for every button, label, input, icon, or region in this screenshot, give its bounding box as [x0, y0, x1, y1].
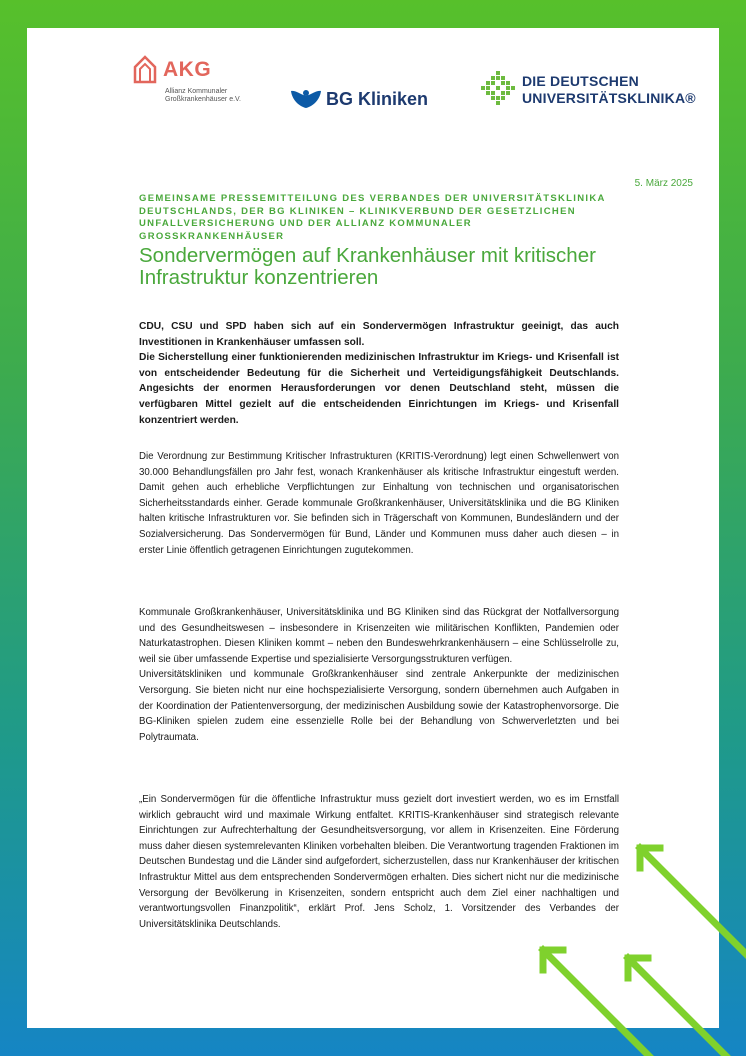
body-p2: Kommunale Großkrankenhäuser, Universitätsklinika und BG Kliniken sind das Rückgrat der Notfallversorgung und des Gesundheitswesen – insbesondere in Krisenzeiten wie militärischen Konflikten, Pandemien oder Naturkatastrophen. Diesen Kliniken kommt – neben den Bundeswehrkrankenhäusern – eine Schlüsselrolle zu, weil sie über umfassende Expertise und spezialisierte Versorgungsstrukturen verfügen.	[139, 607, 619, 665]
body-p4: „Ein Sondervermögen für die öffentliche Infrastruktur muss gezielt dort investiert werden, wo es im Ernstfall wirklich gebraucht wird und maximale Wirkung entfaltet. KRITIS-Krankenhäuser sind strategisch relevante Einrichtungen zur Aufrechterhaltung der Gesundheitsversorgung, vor allem in Krisenzeiten. Eine Förderung muss daher diesen systemrelevanten Kliniken vorbehalten bleiben. Die Verantwortung tragenden Fraktionen im Deutschen Bundestag und die Länder sind aufgefordert, sicherzustellen, dass nur Krankenhäuser der kritischen Infrastruktur Mittel aus dem entsprechenden Sondervermögen erhalten. Dies sichert nicht nur die medizinische Versorgung der Bevölkerung in Krisenzeiten, sondern entspricht auch dem Ziel einer nachhaltigen und verantwortungsvollen Finanzpolitik“, erklärt Prof. Jens Scholz, 1. Vorsitzender des Verbandes der Universitätsklinika Deutschlands.	[139, 794, 619, 930]
bg-kliniken-logo	[289, 88, 449, 118]
press-release-kicker: GEMEINSAME PRESSEMITTEILUNG DES VERBANDES DER UNIVERSITÄTSKLINIKA DEUTSCHLANDS, DER BG KLINIKEN – KLINIKVERBUND DER GESETZLICHEN UNFALLVERSICHERUNG UND DER ALLIANZ KOMMUNALER GROSSKRANKENHÄUSER	[139, 193, 606, 242]
arrow-icon	[628, 958, 726, 1056]
akg-logo	[132, 54, 292, 114]
lead-p1: CDU, CSU und SPD haben sich auf ein Sondervermögen Infrastruktur geeinigt, das auch Investitionen in Krankenhäuser umfassen soll.	[139, 321, 619, 348]
arrow-icon	[640, 848, 746, 954]
akg-subtitle	[165, 88, 305, 104]
akg-title: AKG	[163, 58, 212, 81]
lead-paragraph	[139, 319, 619, 428]
release-date: 5. März 2025	[634, 178, 693, 189]
akg-house-icon	[132, 54, 158, 84]
body-paragraph-2	[139, 605, 619, 745]
uniklinika-name-line1: DIE DEUTSCHEN	[522, 73, 639, 89]
akg-subtitle-line2: Großkrankenhäuser e.V.	[165, 96, 242, 103]
uniklinika-logo	[481, 70, 711, 110]
bg-kliniken-name: BG Kliniken	[326, 89, 429, 109]
uniklinika-name-line2: UNIVERSITÄTSKLINIKA®	[522, 90, 696, 106]
lead-p2: Die Sicherstellung einer funktionierenden medizinischen Infrastruktur im Kriegs- und Krisenfall ist von entscheidender Bedeutung für die Sicherheit und Verteidigungsfähigkeit Deutschlands. Angesichts der enormen Herausforderungen vor denen Deutschland steht, müssen die verfügbaren Mittel gezielt auf die entscheidenden Einrichtungen im Kriegs- und Krisenfall konzentriert werden.	[139, 352, 619, 426]
body-p1: Die Verordnung zur Bestimmung Kritischer Infrastrukturen (KRITIS-Verordnung) legt einen Schwellenwert von 30.000 Behandlungsfällen pro Jahr fest, wonach Krankenhäuser als kritische Infrastruktur eingestuft werden. Damit gehen auch erhebliche Verpflichtungen zur Einhaltung von technischen und organisatorischen Sicherheitsstandards einher. Gerade kommunale Großkrankenhäuser, Universitätsklinika und die BG Kliniken halten kritische Infrastrukturen vor. Sie befinden sich in Trägerschaft von Kommunen, Bundesländern und der Sozialversicherung. Das Sondervermögen für Bund, Länder und Kommunen muss daher auch diesen – in erster Linie öffentlich getragenen Einrichtungen zugutekommen.	[139, 451, 619, 556]
decorative-arrows	[500, 810, 746, 1056]
body-p3: Universitätskliniken und kommunale Großkrankenhäuser sind zentrale Ankerpunkte der medizinischen Versorgung. Sie bieten nicht nur eine hochspezialisierte Versorgung, sondern übernehmen auch Aufgaben in der Koordination der Patientenversorgung, der medizinischen Ausbildung sowie der Katastrophenvorsorge. Die BG-Kliniken spielen zudem eine essenzielle Rolle bei der Behandlung von Schwerverletzten und bei Polytraumata.	[139, 669, 619, 743]
uniklinika-grid-icon	[481, 70, 515, 110]
headline: Sondervermögen auf Krankenhäuser mit kritischer Infrastruktur konzentrieren	[139, 244, 596, 289]
bg-eagle-icon	[289, 88, 323, 110]
body-paragraph-1	[139, 449, 619, 558]
akg-subtitle-line1: Allianz Kommunaler	[165, 88, 228, 95]
